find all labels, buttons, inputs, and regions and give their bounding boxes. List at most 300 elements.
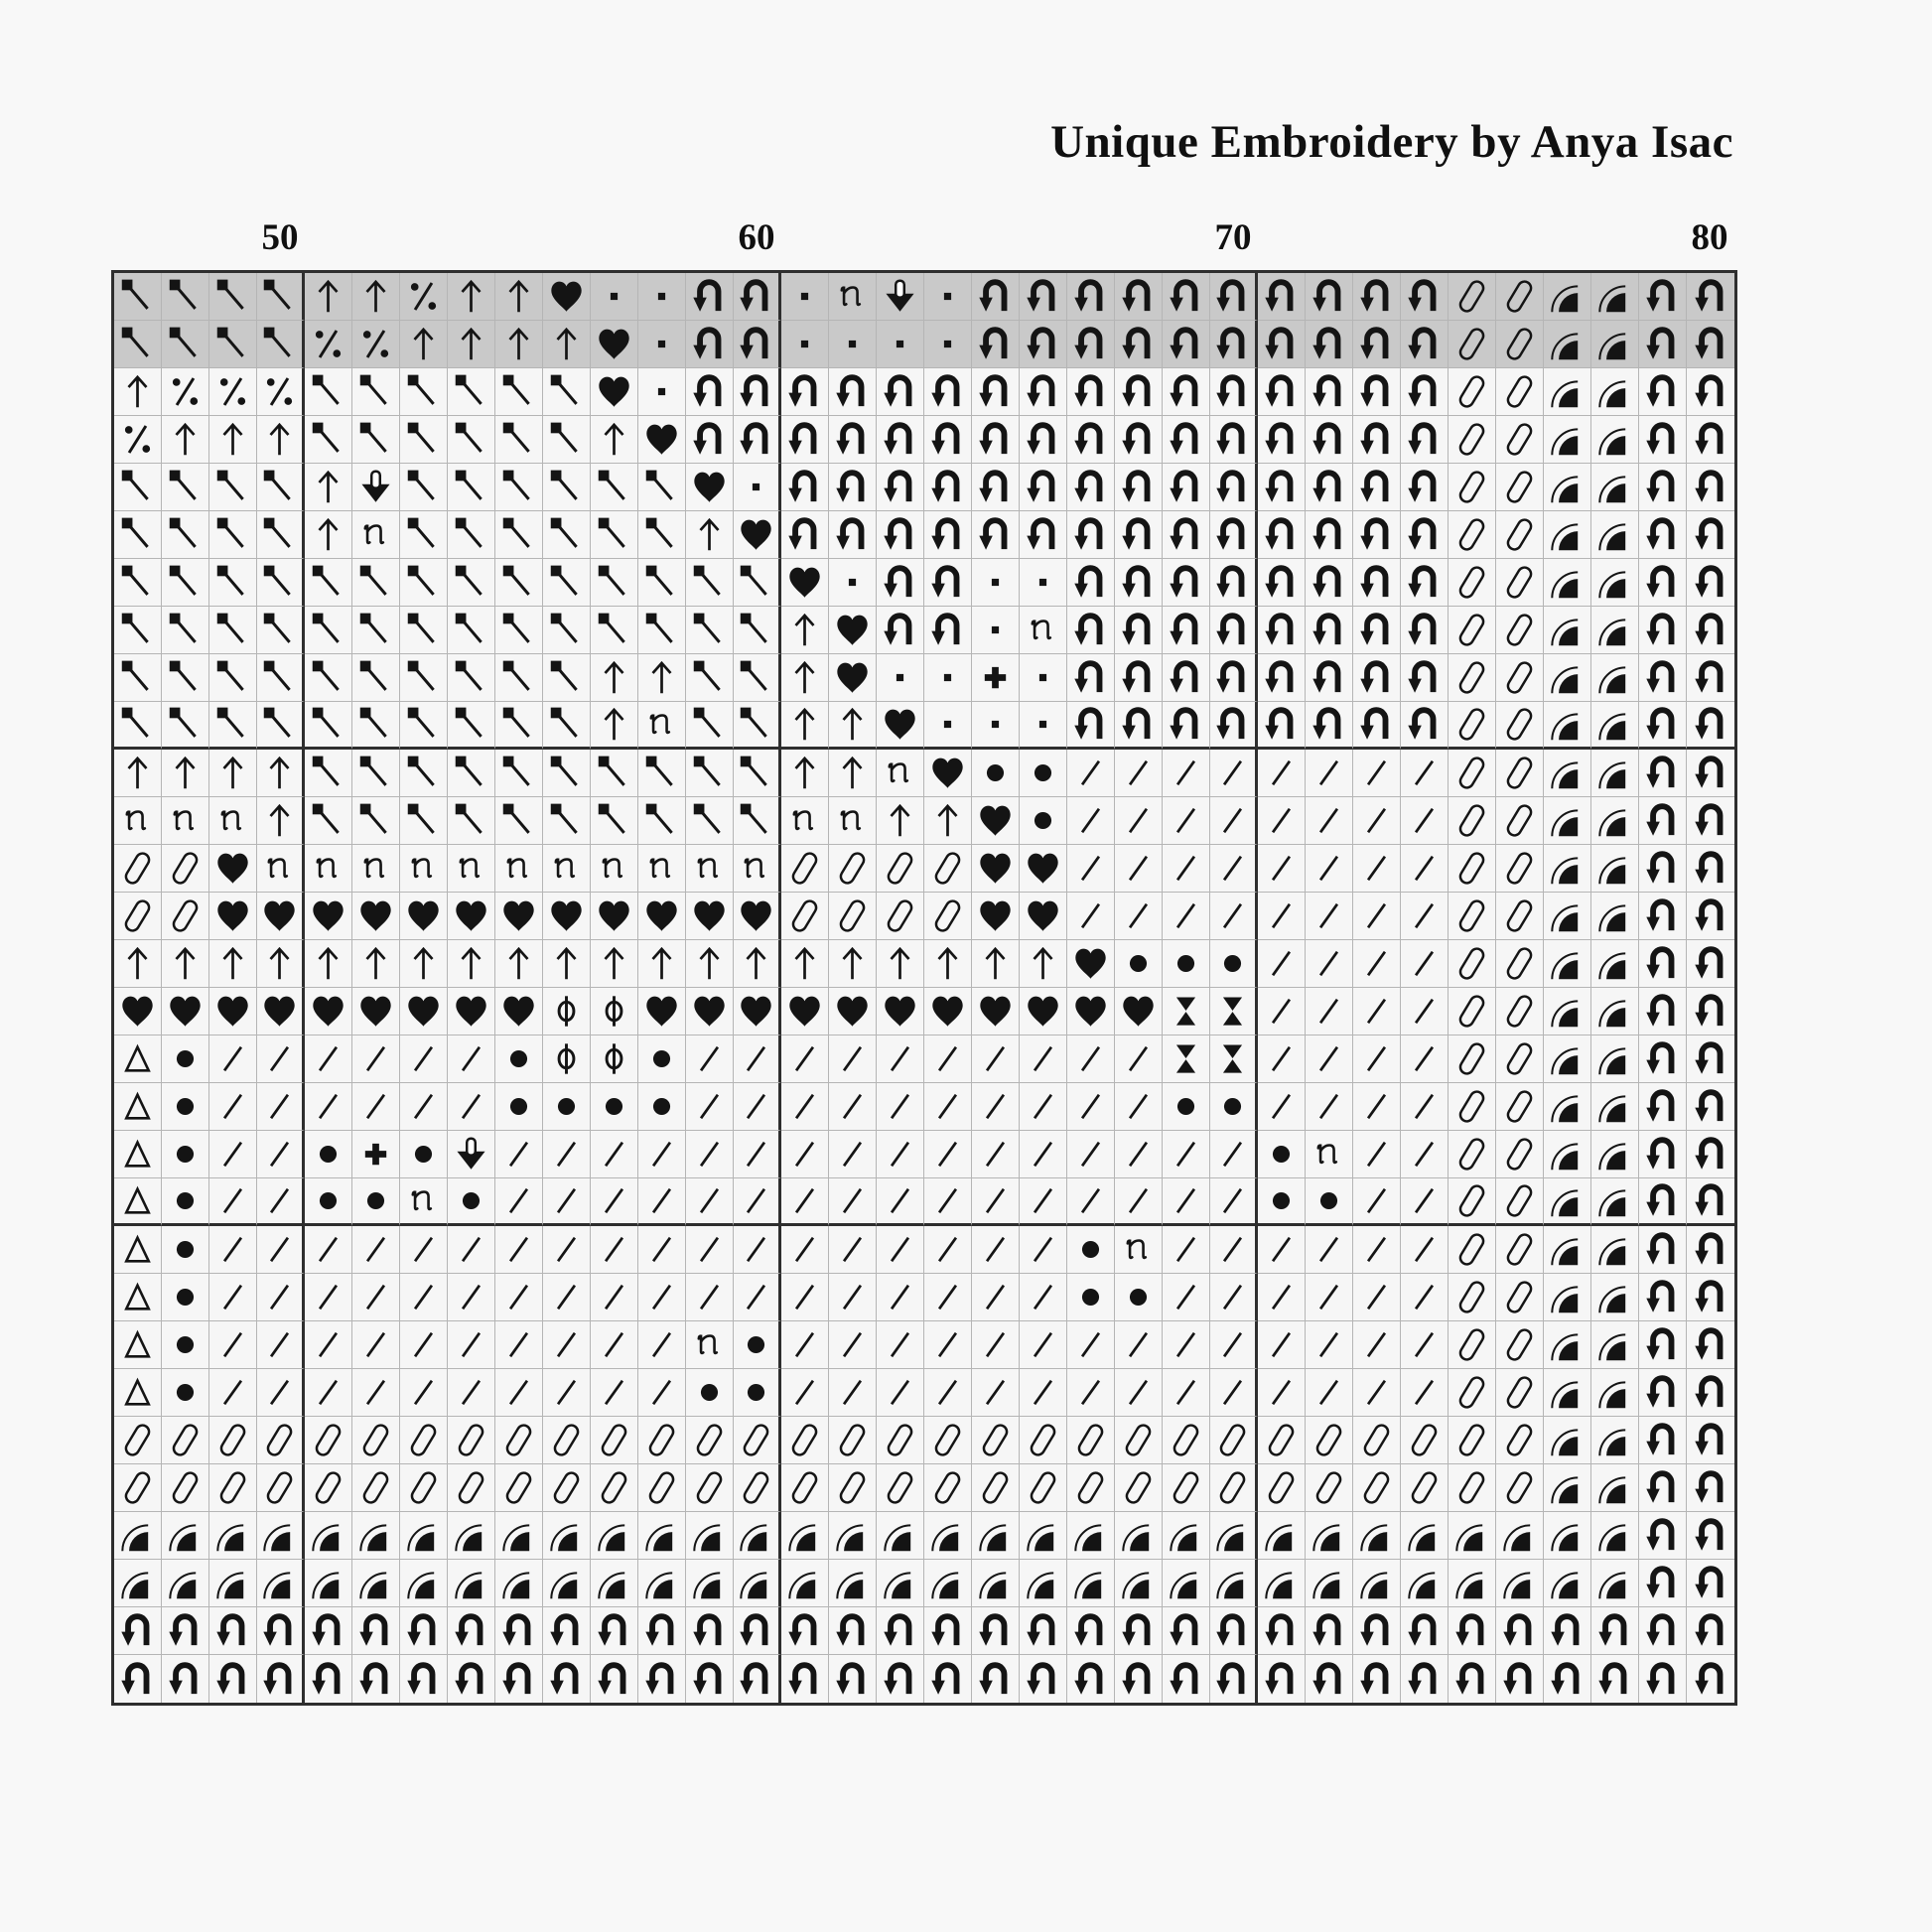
stitch-cell [352,511,400,559]
stitch-cell [1306,1655,1353,1703]
stitch-cell [495,1560,543,1607]
stitch-cell [924,1655,972,1703]
slanted-oval-icon [925,846,970,891]
uturn-arrow-icon [1307,369,1351,414]
uturn-arrow-icon [925,417,970,462]
slash-icon [1307,798,1351,843]
stitch-cell [400,1607,448,1655]
heart-icon [878,989,922,1034]
stitch-cell [162,988,209,1035]
stitch-cell [972,1607,1020,1655]
pin-icon [163,702,207,747]
stitch-cell [1639,1369,1687,1417]
stitch-cell [877,559,924,607]
uturn-arrow-icon [1640,1178,1685,1223]
uturn-arrow-icon [1640,1132,1685,1176]
slash-icon [401,1275,446,1319]
stitch-cell [305,702,352,750]
slanted-oval-icon [1449,1465,1494,1510]
uturn-arrow-icon [1640,1608,1685,1653]
uturn-arrow-icon [1354,322,1399,366]
slanted-oval-icon [1497,560,1542,605]
slash-icon [782,1132,827,1176]
stitch-cell [829,368,877,416]
stitch-cell [686,1607,734,1655]
stitch-cell [162,416,209,464]
slash-icon [973,1132,1018,1176]
pin-icon [401,655,446,700]
slash-icon [1210,1227,1255,1272]
down-arrow-outline-stem-icon [878,274,922,319]
dot-icon [1164,1084,1208,1129]
stitch-cell [1544,464,1591,511]
slash-icon [1068,1322,1113,1367]
stitch-cell [591,1131,638,1178]
heart-icon [353,894,398,938]
stitch-cell [781,1369,829,1417]
stitch-cell [448,1321,495,1369]
stitch-cell [924,368,972,416]
quarter-pie-icon [1592,1418,1637,1462]
slash-icon [1259,1227,1304,1272]
stitch-cell [1258,464,1306,511]
stitch-cell [591,797,638,845]
column-label-70: 70 [1214,217,1252,258]
stitch-cell [781,845,829,893]
dot-icon [1068,1275,1113,1319]
pin-icon [210,465,255,509]
quarter-pie-icon [1592,512,1637,557]
slash-icon [1402,1084,1447,1129]
stitch-cell [1353,1464,1401,1512]
uturn-arrow-icon [1354,369,1399,414]
pin-icon [639,560,684,605]
letter-n-icon [163,798,207,843]
stitch-cell [1591,988,1639,1035]
stitch-cell [1210,702,1258,750]
heart-icon [163,989,207,1034]
slash-icon [306,1084,350,1129]
slash-icon [830,1370,875,1415]
pin-icon [306,655,350,700]
stitch-cell [1639,1655,1687,1703]
dot-icon [592,1084,636,1129]
stitch-cell [877,1274,924,1321]
stitch-cell [1353,845,1401,893]
slanted-oval-icon [1449,1418,1494,1462]
up-arrow-icon [306,941,350,986]
pin-icon [544,798,589,843]
stitch-cell [1258,1655,1306,1703]
stitch-cell [1020,654,1067,702]
stitch-cell [1163,893,1210,940]
stitch-cell [1544,1131,1591,1178]
stitch-cell [1353,416,1401,464]
stitch-cell [1067,893,1115,940]
uturn-arrow-icon [1210,655,1255,700]
slash-icon [257,1275,302,1319]
slash-icon [1068,1084,1113,1129]
uturn-arrow-icon [1640,846,1685,891]
uturn-arrow-icon [782,417,827,462]
heart-icon [592,369,636,414]
stitch-cell [543,1035,591,1083]
stitch-cell [1496,1417,1544,1464]
stitch-cell [1544,1035,1591,1083]
quarter-pie-icon [782,1513,827,1558]
stitch-cell [1496,416,1544,464]
stitch-cell [1020,1655,1067,1703]
stitch-cell [591,464,638,511]
stitch-cell [257,1321,305,1369]
stitch-cell [1115,845,1163,893]
slanted-oval-icon [1449,1036,1494,1081]
stitch-cell [1449,988,1496,1035]
slash-icon [687,1227,732,1272]
stitch-cell [924,1274,972,1321]
stitch-cell [1115,1607,1163,1655]
column-label-80: 80 [1691,217,1728,258]
stitch-cell [1496,607,1544,654]
stitch-cell [1258,321,1306,368]
uturn-arrow-icon [925,1657,970,1702]
stitch-cell [400,940,448,988]
stitch-cell [1163,654,1210,702]
stitch-cell [352,988,400,1035]
slash-icon [878,1178,922,1223]
stitch-cell [1591,416,1639,464]
stitch-cell [734,1417,781,1464]
uturn-arrow-icon [1402,465,1447,509]
stitch-cell [305,511,352,559]
slanted-oval-icon [1497,1178,1542,1223]
quarter-pie-icon [973,1561,1018,1605]
slash-icon [687,1178,732,1223]
stitch-cell [1591,321,1639,368]
stitch-cell [257,416,305,464]
stitch-cell [305,321,352,368]
quarter-pie-icon [1592,560,1637,605]
quarter-pie-icon [449,1513,493,1558]
slash-icon [973,1227,1018,1272]
stitch-cell [972,1655,1020,1703]
quarter-pie-icon [1545,989,1589,1034]
slanted-oval-icon [687,1418,732,1462]
pin-icon [449,417,493,462]
heart-icon [973,846,1018,891]
uturn-arrow-icon [306,1608,350,1653]
slash-icon [1259,798,1304,843]
uturn-arrow-icon [1021,512,1065,557]
stitch-cell [877,1035,924,1083]
pin-icon [306,608,350,652]
slash-icon [1354,1370,1399,1415]
uturn-arrow-icon [1689,512,1733,557]
slash-icon [1210,846,1255,891]
quarter-pie-icon [1068,1561,1113,1605]
stitch-cell [686,845,734,893]
quarter-pie-icon [401,1513,446,1558]
slanted-oval-icon [1449,1322,1494,1367]
up-arrow-icon [401,322,446,366]
stitch-cell [1639,321,1687,368]
stitch-cell [1496,940,1544,988]
quarter-pie-icon [1545,894,1589,938]
up-arrow-icon [163,751,207,795]
letter-n-icon [687,846,732,891]
stitch-cell [257,1607,305,1655]
quarter-pie-icon [1545,512,1589,557]
dot-icon [1116,1275,1161,1319]
stitch-cell [1067,1369,1115,1417]
slanted-oval-icon [1068,1418,1113,1462]
up-arrow-icon [449,941,493,986]
stitch-cell [1020,1226,1067,1274]
uturn-arrow-icon [830,512,875,557]
up-arrow-icon [115,941,160,986]
stitch-cell [352,797,400,845]
slanted-oval-icon [1116,1418,1161,1462]
stitch-cell [305,1083,352,1131]
stitch-cell [1163,416,1210,464]
stitch-cell [1258,654,1306,702]
pin-icon [734,655,778,700]
stitch-cell [638,1464,686,1512]
stitch-cell [352,1512,400,1560]
uturn-arrow-icon [1497,1608,1542,1653]
stitch-cell [495,511,543,559]
stitch-cell [1544,797,1591,845]
stitch-cell [305,273,352,321]
stitch-cell [543,1226,591,1274]
stitch-cell [1210,845,1258,893]
stitch-cell [495,845,543,893]
slanted-oval-icon [1449,846,1494,891]
up-arrow-icon [353,274,398,319]
uturn-arrow-icon [1307,417,1351,462]
stitch-cell [162,797,209,845]
stitch-cell [543,845,591,893]
stitch-cell [1067,1321,1115,1369]
stitch-cell [1687,1131,1734,1178]
stitch-cell [257,654,305,702]
stitch-cell [162,845,209,893]
stitch-cell [1067,1131,1115,1178]
dot-icon [401,1132,446,1176]
stitch-cell [1210,1655,1258,1703]
uturn-arrow-icon [687,274,732,319]
slash-icon [449,1036,493,1081]
stitch-cell [638,797,686,845]
stitch-cell [209,750,257,797]
uturn-arrow-icon [1689,894,1733,938]
uturn-arrow-icon [1545,1608,1589,1653]
stitch-cell [1591,607,1639,654]
uturn-arrow-icon [1021,465,1065,509]
slash-icon [449,1227,493,1272]
slash-icon [210,1322,255,1367]
stitch-cell [1687,893,1734,940]
stitch-cell [1449,750,1496,797]
stitch-cell [448,1226,495,1274]
stitch-cell [1353,750,1401,797]
slash-icon [639,1322,684,1367]
slanted-oval-icon [1449,1227,1494,1272]
dot-icon [973,751,1018,795]
heart-icon [1116,989,1161,1034]
stitch-cell [162,1417,209,1464]
slash-icon [1164,751,1208,795]
stitch-cell [1115,1274,1163,1321]
stitch-cell [1449,464,1496,511]
stitch-cell [1020,702,1067,750]
pin-icon [544,751,589,795]
letter-n-icon [401,846,446,891]
stitch-cell [495,940,543,988]
heart-icon [973,798,1018,843]
uturn-arrow-icon [592,1608,636,1653]
stitch-cell [638,1131,686,1178]
stitch-cell [686,368,734,416]
stitch-cell [1306,1369,1353,1417]
stitch-cell [495,988,543,1035]
stitch-cell [877,654,924,702]
slash-icon [973,1370,1018,1415]
pin-icon [353,608,398,652]
slash-icon [1068,894,1113,938]
slash-icon [782,1322,827,1367]
stitch-cell [1591,654,1639,702]
stitch-cell [543,511,591,559]
uturn-arrow-icon [163,1657,207,1702]
stitch-cell [1306,1226,1353,1274]
uturn-arrow-icon [782,1608,827,1653]
stitch-cell [1544,1226,1591,1274]
stitch-cell [1163,1035,1210,1083]
stitch-cell [924,1464,972,1512]
stitch-cell [257,321,305,368]
slash-icon [1259,1322,1304,1367]
stitch-cell [591,1226,638,1274]
uturn-arrow-icon [1354,655,1399,700]
stitch-cell [305,1321,352,1369]
stitch-cell [1163,1226,1210,1274]
stitch-cell [1687,1274,1734,1321]
slanted-oval-icon [115,1418,160,1462]
stitch-cell [114,1178,162,1226]
stitch-cell [1401,1607,1449,1655]
stitch-cell [972,940,1020,988]
stitch-cell [1115,1369,1163,1417]
stitch-cell [1067,654,1115,702]
quarter-pie-icon [1449,1513,1494,1558]
uturn-arrow-icon [496,1608,541,1653]
phi-icon [592,989,636,1034]
stitch-cell [1639,1321,1687,1369]
uturn-arrow-icon [1164,369,1208,414]
stitch-cell [924,559,972,607]
slash-icon [925,1084,970,1129]
stitch-cell [1210,1226,1258,1274]
stitch-cell [972,1464,1020,1512]
slash-icon [257,1036,302,1081]
slanted-oval-icon [1210,1465,1255,1510]
uturn-arrow-icon [1259,1608,1304,1653]
stitch-cell [1449,940,1496,988]
slash-icon [973,1322,1018,1367]
stitch-cell [495,1607,543,1655]
stitch-cell [400,559,448,607]
stitch-cell [448,940,495,988]
stitch-cell [1115,1464,1163,1512]
pin-icon [592,798,636,843]
stitch-cell [1687,1560,1734,1607]
stitch-cell [352,940,400,988]
stitch-cell [1115,321,1163,368]
slanted-oval-icon [1402,1418,1447,1462]
up-arrow-icon [306,465,350,509]
stitch-cell [1163,1655,1210,1703]
quarter-pie-icon [115,1561,160,1605]
slash-icon [830,1275,875,1319]
letter-n-icon [592,846,636,891]
stitch-cell [495,273,543,321]
uturn-arrow-icon [973,512,1018,557]
heart-icon [830,608,875,652]
small-square-icon [639,369,684,414]
quarter-pie-icon [1545,1132,1589,1176]
stitch-cell [734,1464,781,1512]
pin-icon [449,465,493,509]
stitch-cell [1163,1083,1210,1131]
stitch-cell [1544,559,1591,607]
slanted-oval-icon [1497,369,1542,414]
stitch-cell [1496,1655,1544,1703]
slash-icon [1354,1084,1399,1129]
uturn-arrow-icon [782,1657,827,1702]
stitch-cell [1067,321,1115,368]
stitch-cell [352,654,400,702]
stitch-cell [1496,1083,1544,1131]
dot-icon [163,1370,207,1415]
slash-icon [1164,1275,1208,1319]
dot-icon [163,1227,207,1272]
stitch-cell [1020,1035,1067,1083]
stitch-cell [1020,321,1067,368]
quarter-pie-icon [1210,1561,1255,1605]
stitch-cell [829,1655,877,1703]
quarter-pie-icon [1354,1561,1399,1605]
slash-icon [1402,846,1447,891]
slash-icon [1307,1084,1351,1129]
pin-icon [353,655,398,700]
letter-n-icon [830,274,875,319]
slanted-oval-icon [115,1465,160,1510]
stitch-cell [1401,654,1449,702]
stitch-cell [1353,988,1401,1035]
uturn-arrow-icon [925,608,970,652]
stitch-cell [305,1131,352,1178]
uturn-arrow-icon [1640,1275,1685,1319]
stitch-cell [1353,368,1401,416]
uturn-arrow-icon [1259,322,1304,366]
slanted-oval-icon [1449,1370,1494,1415]
slash-icon [1259,1275,1304,1319]
stitch-cell [352,1417,400,1464]
letter-n-icon [353,846,398,891]
stitch-cell [1591,1417,1639,1464]
quarter-pie-icon [1592,1227,1637,1272]
